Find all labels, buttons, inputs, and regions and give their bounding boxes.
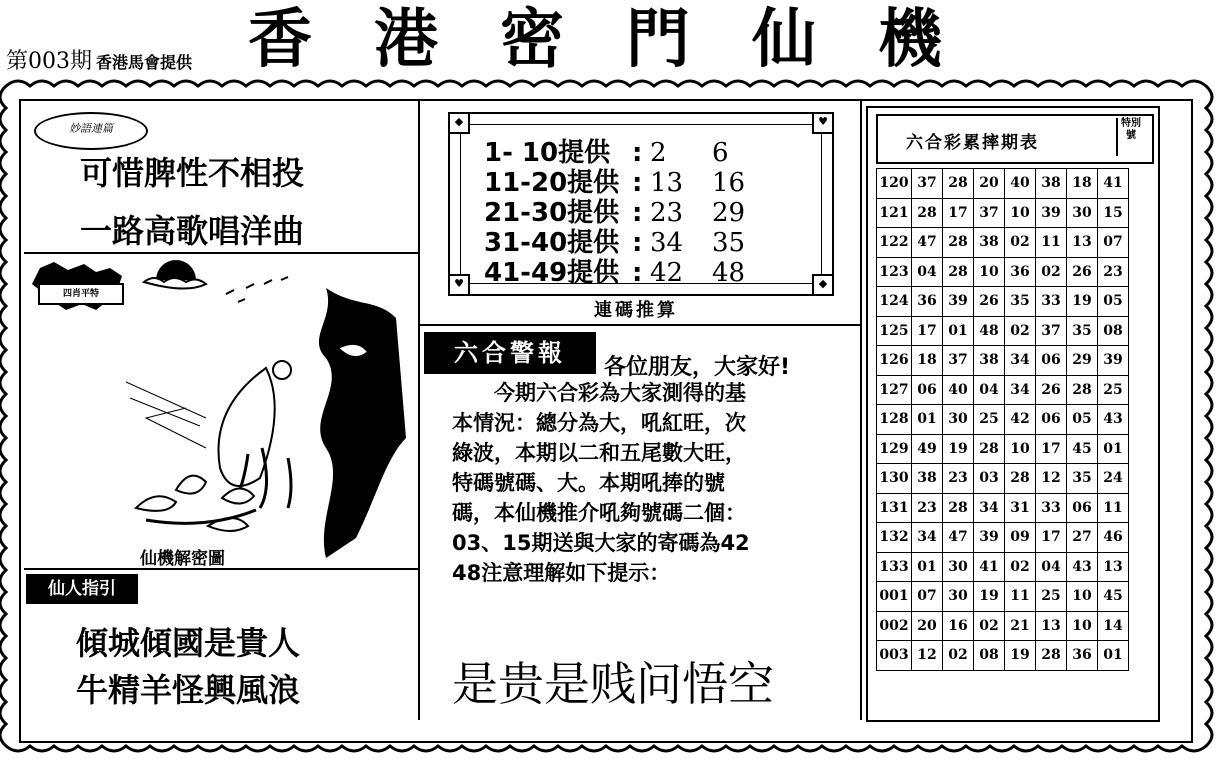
period-cell: 130 — [877, 464, 912, 494]
number-cell: 39 — [974, 523, 1005, 553]
period-cell: 129 — [877, 434, 912, 464]
period-cell: 003 — [877, 641, 912, 671]
poem-bottom-line-2: 牛精羊怪興風浪 — [76, 671, 301, 709]
number-cell: 34 — [912, 523, 943, 553]
number-cell: 04 — [912, 257, 943, 287]
lianma-number-1: 2 — [650, 138, 667, 168]
number-cell: 04 — [974, 375, 1005, 405]
number-cell: 24 — [1098, 464, 1129, 494]
number-cell: 12 — [1036, 464, 1067, 494]
number-cell: 03 — [974, 464, 1005, 494]
table-row — [877, 257, 1129, 287]
period-cell: 132 — [877, 523, 912, 553]
table-row — [877, 316, 1129, 346]
issue-label: 第003期 — [6, 49, 92, 74]
period-cell: 125 — [877, 316, 912, 346]
number-cell: 17 — [912, 316, 943, 346]
number-cell: 01 — [1098, 434, 1129, 464]
number-cell: 34 — [974, 493, 1005, 523]
divider-middle-right — [860, 100, 862, 720]
number-cell: 05 — [1098, 287, 1129, 317]
stamp-label: 四肖平特 — [38, 283, 124, 305]
number-cell: 27 — [1067, 523, 1098, 553]
number-cell: 04 — [1036, 552, 1067, 582]
number-cell: 20 — [912, 611, 943, 641]
number-cell: 25 — [974, 405, 1005, 435]
number-cell: 47 — [943, 523, 974, 553]
number-cell: 37 — [943, 346, 974, 376]
number-cell: 10 — [1067, 582, 1098, 612]
lianma-caption: 連碼推算 — [594, 300, 678, 321]
greeting-text: 各位朋友，大家好! — [604, 355, 791, 380]
number-cell: 11 — [1098, 493, 1129, 523]
table-row — [877, 523, 1129, 553]
corner-ornament-icon: ◆ — [812, 274, 834, 296]
number-cell: 23 — [943, 464, 974, 494]
table-row — [877, 552, 1129, 582]
number-cell: 10 — [1005, 198, 1036, 228]
draw-results-table — [876, 168, 1129, 671]
number-cell: 17 — [1036, 434, 1067, 464]
number-cell: 01 — [1098, 641, 1129, 671]
number-cell: 01 — [912, 405, 943, 435]
number-cell: 41 — [974, 552, 1005, 582]
number-cell: 06 — [1067, 493, 1098, 523]
period-cell: 120 — [877, 169, 912, 199]
article-line: 綠波，本期以二和五尾數大旺， — [452, 441, 746, 465]
provider-label: 香港馬會提供 — [96, 53, 193, 72]
number-cell: 38 — [974, 346, 1005, 376]
number-cell: 36 — [912, 287, 943, 317]
number-cell: 14 — [1098, 611, 1129, 641]
period-cell: 123 — [877, 257, 912, 287]
number-cell: 38 — [974, 228, 1005, 258]
number-cell: 28 — [1036, 641, 1067, 671]
number-cell: 37 — [1036, 316, 1067, 346]
number-cell: 46 — [1098, 523, 1129, 553]
number-cell: 37 — [974, 198, 1005, 228]
number-cell: 41 — [1098, 169, 1129, 199]
number-cell: 47 — [912, 228, 943, 258]
period-cell: 001 — [877, 582, 912, 612]
divider-middle-upper — [420, 324, 860, 326]
period-cell: 133 — [877, 552, 912, 582]
number-cell: 33 — [1036, 493, 1067, 523]
number-cell: 28 — [912, 198, 943, 228]
number-cell: 40 — [1005, 169, 1036, 199]
number-cell: 43 — [1067, 552, 1098, 582]
number-cell: 35 — [1067, 316, 1098, 346]
table-row — [877, 405, 1129, 435]
number-cell: 02 — [1005, 228, 1036, 258]
number-cell: 12 — [912, 641, 943, 671]
table-row — [877, 582, 1129, 612]
lianma-number-2: 6 — [712, 138, 729, 168]
number-cell: 19 — [943, 434, 974, 464]
number-cell: 36 — [1067, 641, 1098, 671]
period-cell: 127 — [877, 375, 912, 405]
lianma-number-1: 42 — [650, 258, 684, 288]
number-cell: 13 — [1067, 228, 1098, 258]
divider-left-upper — [24, 252, 418, 254]
number-cell: 21 — [1005, 611, 1036, 641]
table-row — [877, 198, 1129, 228]
corner-ornament-icon: ♥ — [812, 112, 834, 134]
number-cell: 06 — [1036, 405, 1067, 435]
number-cell: 11 — [1005, 582, 1036, 612]
number-cell: 06 — [1036, 346, 1067, 376]
number-cell: 38 — [1036, 169, 1067, 199]
article-line: 特碼號碼、大。本期吼捧的號 — [452, 471, 725, 495]
number-cell: 30 — [1067, 198, 1098, 228]
number-cell: 48 — [974, 316, 1005, 346]
number-cell: 34 — [1005, 375, 1036, 405]
number-cell: 10 — [974, 257, 1005, 287]
number-cell: 17 — [943, 198, 974, 228]
period-cell: 121 — [877, 198, 912, 228]
number-cell: 28 — [943, 169, 974, 199]
number-cell: 17 — [1036, 523, 1067, 553]
number-cell: 38 — [912, 464, 943, 494]
period-cell: 122 — [877, 228, 912, 258]
scene-caption: 仙機解密圖 — [140, 549, 225, 569]
special-number-label: 特別號 — [1116, 118, 1144, 156]
period-cell: 126 — [877, 346, 912, 376]
mountain-shape — [319, 288, 406, 558]
lianma-range: 21-30提供 — [484, 198, 620, 228]
poem-top-line-2: 一路高歌唱洋曲 — [80, 212, 305, 250]
article-line: 今期六合彩為大家測得的基 — [452, 381, 746, 405]
lianma-row — [484, 252, 745, 289]
number-cell: 13 — [1098, 552, 1129, 582]
number-cell: 28 — [943, 493, 974, 523]
period-cell: 124 — [877, 287, 912, 317]
number-cell: 30 — [943, 582, 974, 612]
lianma-number-2: 35 — [712, 228, 746, 258]
lianma-number-1: 34 — [650, 228, 684, 258]
lianma-number-2: 48 — [712, 258, 746, 288]
number-cell: 36 — [1005, 257, 1036, 287]
table-row — [877, 611, 1129, 641]
table-row — [877, 493, 1129, 523]
number-cell: 28 — [943, 228, 974, 258]
lianma-range: 31-40提供 — [484, 228, 620, 258]
number-cell: 08 — [1098, 316, 1129, 346]
number-cell: 19 — [974, 582, 1005, 612]
lianma-number-1: 23 — [650, 198, 684, 228]
number-cell: 35 — [1067, 464, 1098, 494]
number-cell: 39 — [1098, 346, 1129, 376]
table-row — [877, 434, 1129, 464]
sun-icon — [156, 260, 196, 280]
lianma-number-2: 29 — [712, 198, 746, 228]
number-cell: 01 — [912, 552, 943, 582]
number-cell: 30 — [943, 552, 974, 582]
alert-label: 六合警報 — [424, 332, 596, 374]
number-cell: 26 — [1036, 375, 1067, 405]
number-cell: 39 — [1036, 198, 1067, 228]
number-cell: 10 — [1005, 434, 1036, 464]
table-row — [877, 464, 1129, 494]
number-cell: 13 — [1036, 611, 1067, 641]
table-row — [877, 228, 1129, 258]
number-cell: 34 — [1005, 346, 1036, 376]
number-cell: 49 — [912, 434, 943, 464]
number-cell: 28 — [1067, 375, 1098, 405]
number-cell: 35 — [1005, 287, 1036, 317]
number-cell: 37 — [912, 169, 943, 199]
poem-top-line-1: 可惜脾性不相投 — [80, 154, 305, 192]
article-line: 碼，本仙機推介吼夠號碼二個： — [452, 501, 746, 525]
number-cell: 20 — [974, 169, 1005, 199]
number-cell: 29 — [1067, 346, 1098, 376]
number-cell: 02 — [1005, 316, 1036, 346]
number-cell: 09 — [1005, 523, 1036, 553]
number-cell: 08 — [974, 641, 1005, 671]
lianma-colon: : — [632, 198, 643, 228]
number-cell: 18 — [1067, 169, 1098, 199]
lianma-colon: : — [632, 138, 643, 168]
lianma-range: 41-49提供 — [484, 258, 620, 288]
number-cell: 33 — [1036, 287, 1067, 317]
number-cell: 19 — [1067, 287, 1098, 317]
number-cell: 15 — [1098, 198, 1129, 228]
corner-ornament-icon: ♥ — [448, 274, 470, 296]
table-row — [877, 346, 1129, 376]
number-cell: 02 — [1036, 257, 1067, 287]
number-cell: 42 — [1005, 405, 1036, 435]
lianma-range: 11-20提供 — [484, 168, 620, 198]
number-cell: 25 — [1036, 582, 1067, 612]
lianma-colon: : — [632, 258, 643, 288]
number-cell: 18 — [912, 346, 943, 376]
table-row — [877, 287, 1129, 317]
number-cell: 43 — [1098, 405, 1129, 435]
motto-text: 是贵是贱问悟空 — [452, 657, 774, 711]
period-cell: 128 — [877, 405, 912, 435]
number-cell: 16 — [943, 611, 974, 641]
number-cell: 02 — [1005, 552, 1036, 582]
number-cell: 02 — [943, 641, 974, 671]
number-cell: 07 — [1098, 228, 1129, 258]
number-cell: 40 — [943, 375, 974, 405]
corner-ornament-icon: ◆ — [448, 112, 470, 134]
number-cell: 01 — [943, 316, 974, 346]
number-cell: 28 — [974, 434, 1005, 464]
number-cell: 45 — [1067, 434, 1098, 464]
lianma-colon: : — [632, 168, 643, 198]
number-cell: 07 — [912, 582, 943, 612]
number-cell: 23 — [912, 493, 943, 523]
period-cell: 131 — [877, 493, 912, 523]
page-title: 香港密門仙機 — [248, 3, 1004, 77]
lianma-number-1: 13 — [650, 168, 684, 198]
poem-bottom-line-1: 傾城傾國是貴人 — [76, 624, 301, 662]
number-cell: 05 — [1067, 405, 1098, 435]
number-cell: 19 — [1005, 641, 1036, 671]
badge-oval: 妙語連篇 — [34, 112, 148, 150]
article-line: 48注意理解如下提示： — [452, 561, 671, 585]
table-row — [877, 375, 1129, 405]
number-cell: 10 — [1067, 611, 1098, 641]
number-cell: 30 — [943, 405, 974, 435]
section-label-xianren: 仙人指引 — [26, 574, 138, 604]
article-line: 本情況：總分為大，吼紅旺，次 — [452, 411, 746, 435]
number-cell: 26 — [974, 287, 1005, 317]
lianma-number-2: 16 — [712, 168, 746, 198]
period-cell: 002 — [877, 611, 912, 641]
number-cell: 06 — [912, 375, 943, 405]
draw-table-title: 六合彩累摔期表 — [906, 133, 1039, 153]
number-cell: 25 — [1098, 375, 1129, 405]
issue-number — [6, 44, 192, 75]
number-cell: 45 — [1098, 582, 1129, 612]
lianma-range: 1- 10提供 — [484, 138, 611, 168]
table-row — [877, 641, 1129, 671]
number-cell: 23 — [1098, 257, 1129, 287]
number-cell: 02 — [974, 611, 1005, 641]
article-body — [452, 378, 846, 588]
table-row — [877, 169, 1129, 199]
number-cell: 26 — [1067, 257, 1098, 287]
number-cell: 31 — [1005, 493, 1036, 523]
lianma-colon: : — [632, 228, 643, 258]
number-cell: 39 — [943, 287, 974, 317]
number-cell: 28 — [1005, 464, 1036, 494]
number-cell: 28 — [943, 257, 974, 287]
article-line: 03、15期送與大家的寄碼為42 — [452, 531, 750, 555]
number-cell: 11 — [1036, 228, 1067, 258]
divider-left-middle — [418, 100, 420, 720]
